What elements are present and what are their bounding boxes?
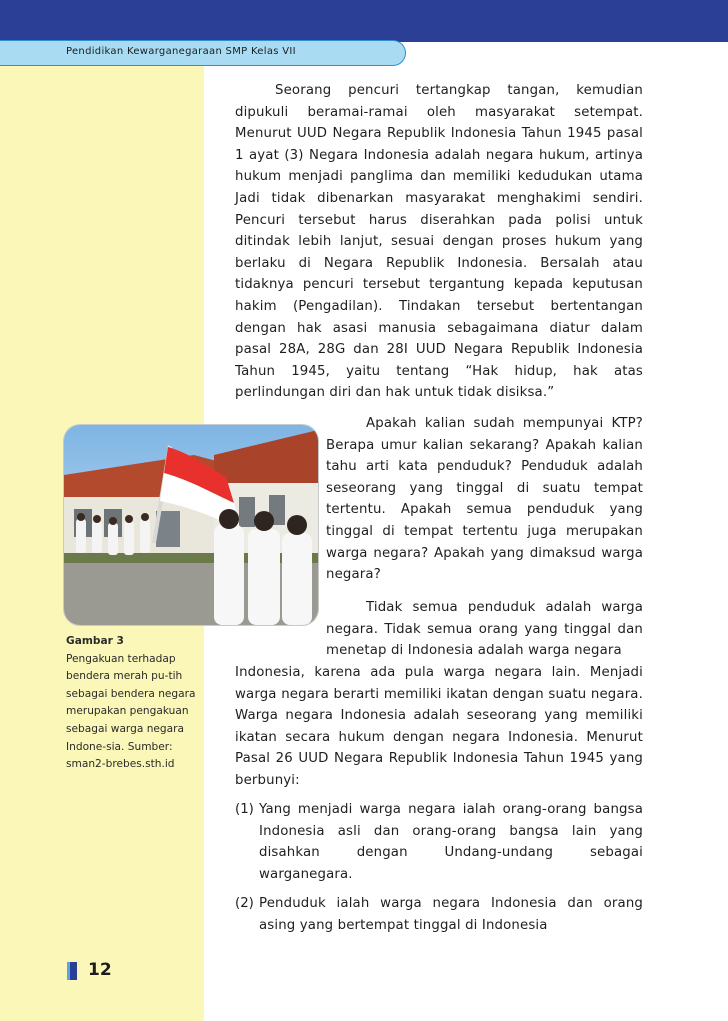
body-paragraph-3-start: Tidak semua penduduk adalah warga negara. Tidak semua orang yang tinggal dan menetap di Indonesia adalah warga negara: [326, 600, 643, 659]
body-paragraph-2: Apakah kalian sudah mempunyai KTP? Berapa umur kalian sekarang? Apakah kalian tahu arti kata penduduk? Penduduk adalah seseorang yang tinggal di suatu tempat tertentu. Apakah semua penduduk yang tinggal di tempat tertentu juga merupakan warga negara? Apakah yang dimaksud warga negara?: [326, 416, 643, 583]
figure-caption: [66, 633, 202, 774]
figure-label: Gambar 3: [66, 635, 124, 647]
list-item-text: Yang menjadi warga negara ialah orang-orang bangsa Indonesia asli dan orang-orang bangsa lain yang disahkan dengan Undang-undang sebagai warganegara.: [259, 802, 643, 882]
body-paragraph-3-continued: Indonesia, karena ada pula warga negara lain. Menjadi warga negara berarti memiliki ikatan dengan suatu negara. Warga negara Indonesia adalah seseorang yang memiliki ikatan secara hukum dengan negara Indonesia. Menurut Pasal 26 UUD Negara Republik Indonesia Tahun 1945 yang berbunyi:: [235, 665, 643, 788]
page-number: 12: [88, 960, 112, 980]
list-item: [235, 799, 643, 885]
page-number-marker: [67, 962, 77, 980]
list-item: [235, 893, 643, 936]
flag-ceremony-photo: [64, 425, 318, 625]
figure-caption-text: Pengakuan terhadap bendera merah pu-tih sebagai bendera negara merupakan pengakuan sebagai warga negara Indone-sia. Sumber: sman2-brebes.sth.id: [66, 652, 196, 771]
list-item-text: Penduduk ialah warga negara Indonesia dan orang asing yang bertempat tinggal di Indonesia: [259, 896, 643, 933]
top-band: [0, 0, 728, 42]
running-header-title: Pendidikan Kewarganegaraan SMP Kelas VII: [66, 46, 296, 57]
list-item-number: (1): [235, 802, 254, 817]
body-paragraph-1: Seorang pencuri tertangkap tangan, kemudian dipukuli beramai-ramai oleh masyarakat setempat. Menurut UUD Negara Republik Indonesia Tahun 1945 pasal 1 ayat (3) Negara Indonesia adalah negara hukum, artinya hukum menjadi panglima dan memiliki kedudukan utama Jadi tidak dibenarkan masyarakat menghakimi sendiri. Pencuri tersebut harus diserahkan pada polisi untuk ditindak lebih lanjut, sesuai dengan proses hukum yang berlaku di Negara Republik Indonesia. Bersalah atau tidaknya pencuri tersebut tergantung kepada keputusan hakim (Pengadilan). Tindakan tersebut bertentangan dengan hak asasi manusia sebagaimana diatur dalam pasal 28A, 28G dan 28I UUD Negara Republik Indonesia Tahun 1945, yaitu tentang “Hak hidup, hak atas perlindungan diri dan hak untuk tidak disiksa.”: [235, 83, 643, 401]
list-item-number: (2): [235, 896, 254, 911]
